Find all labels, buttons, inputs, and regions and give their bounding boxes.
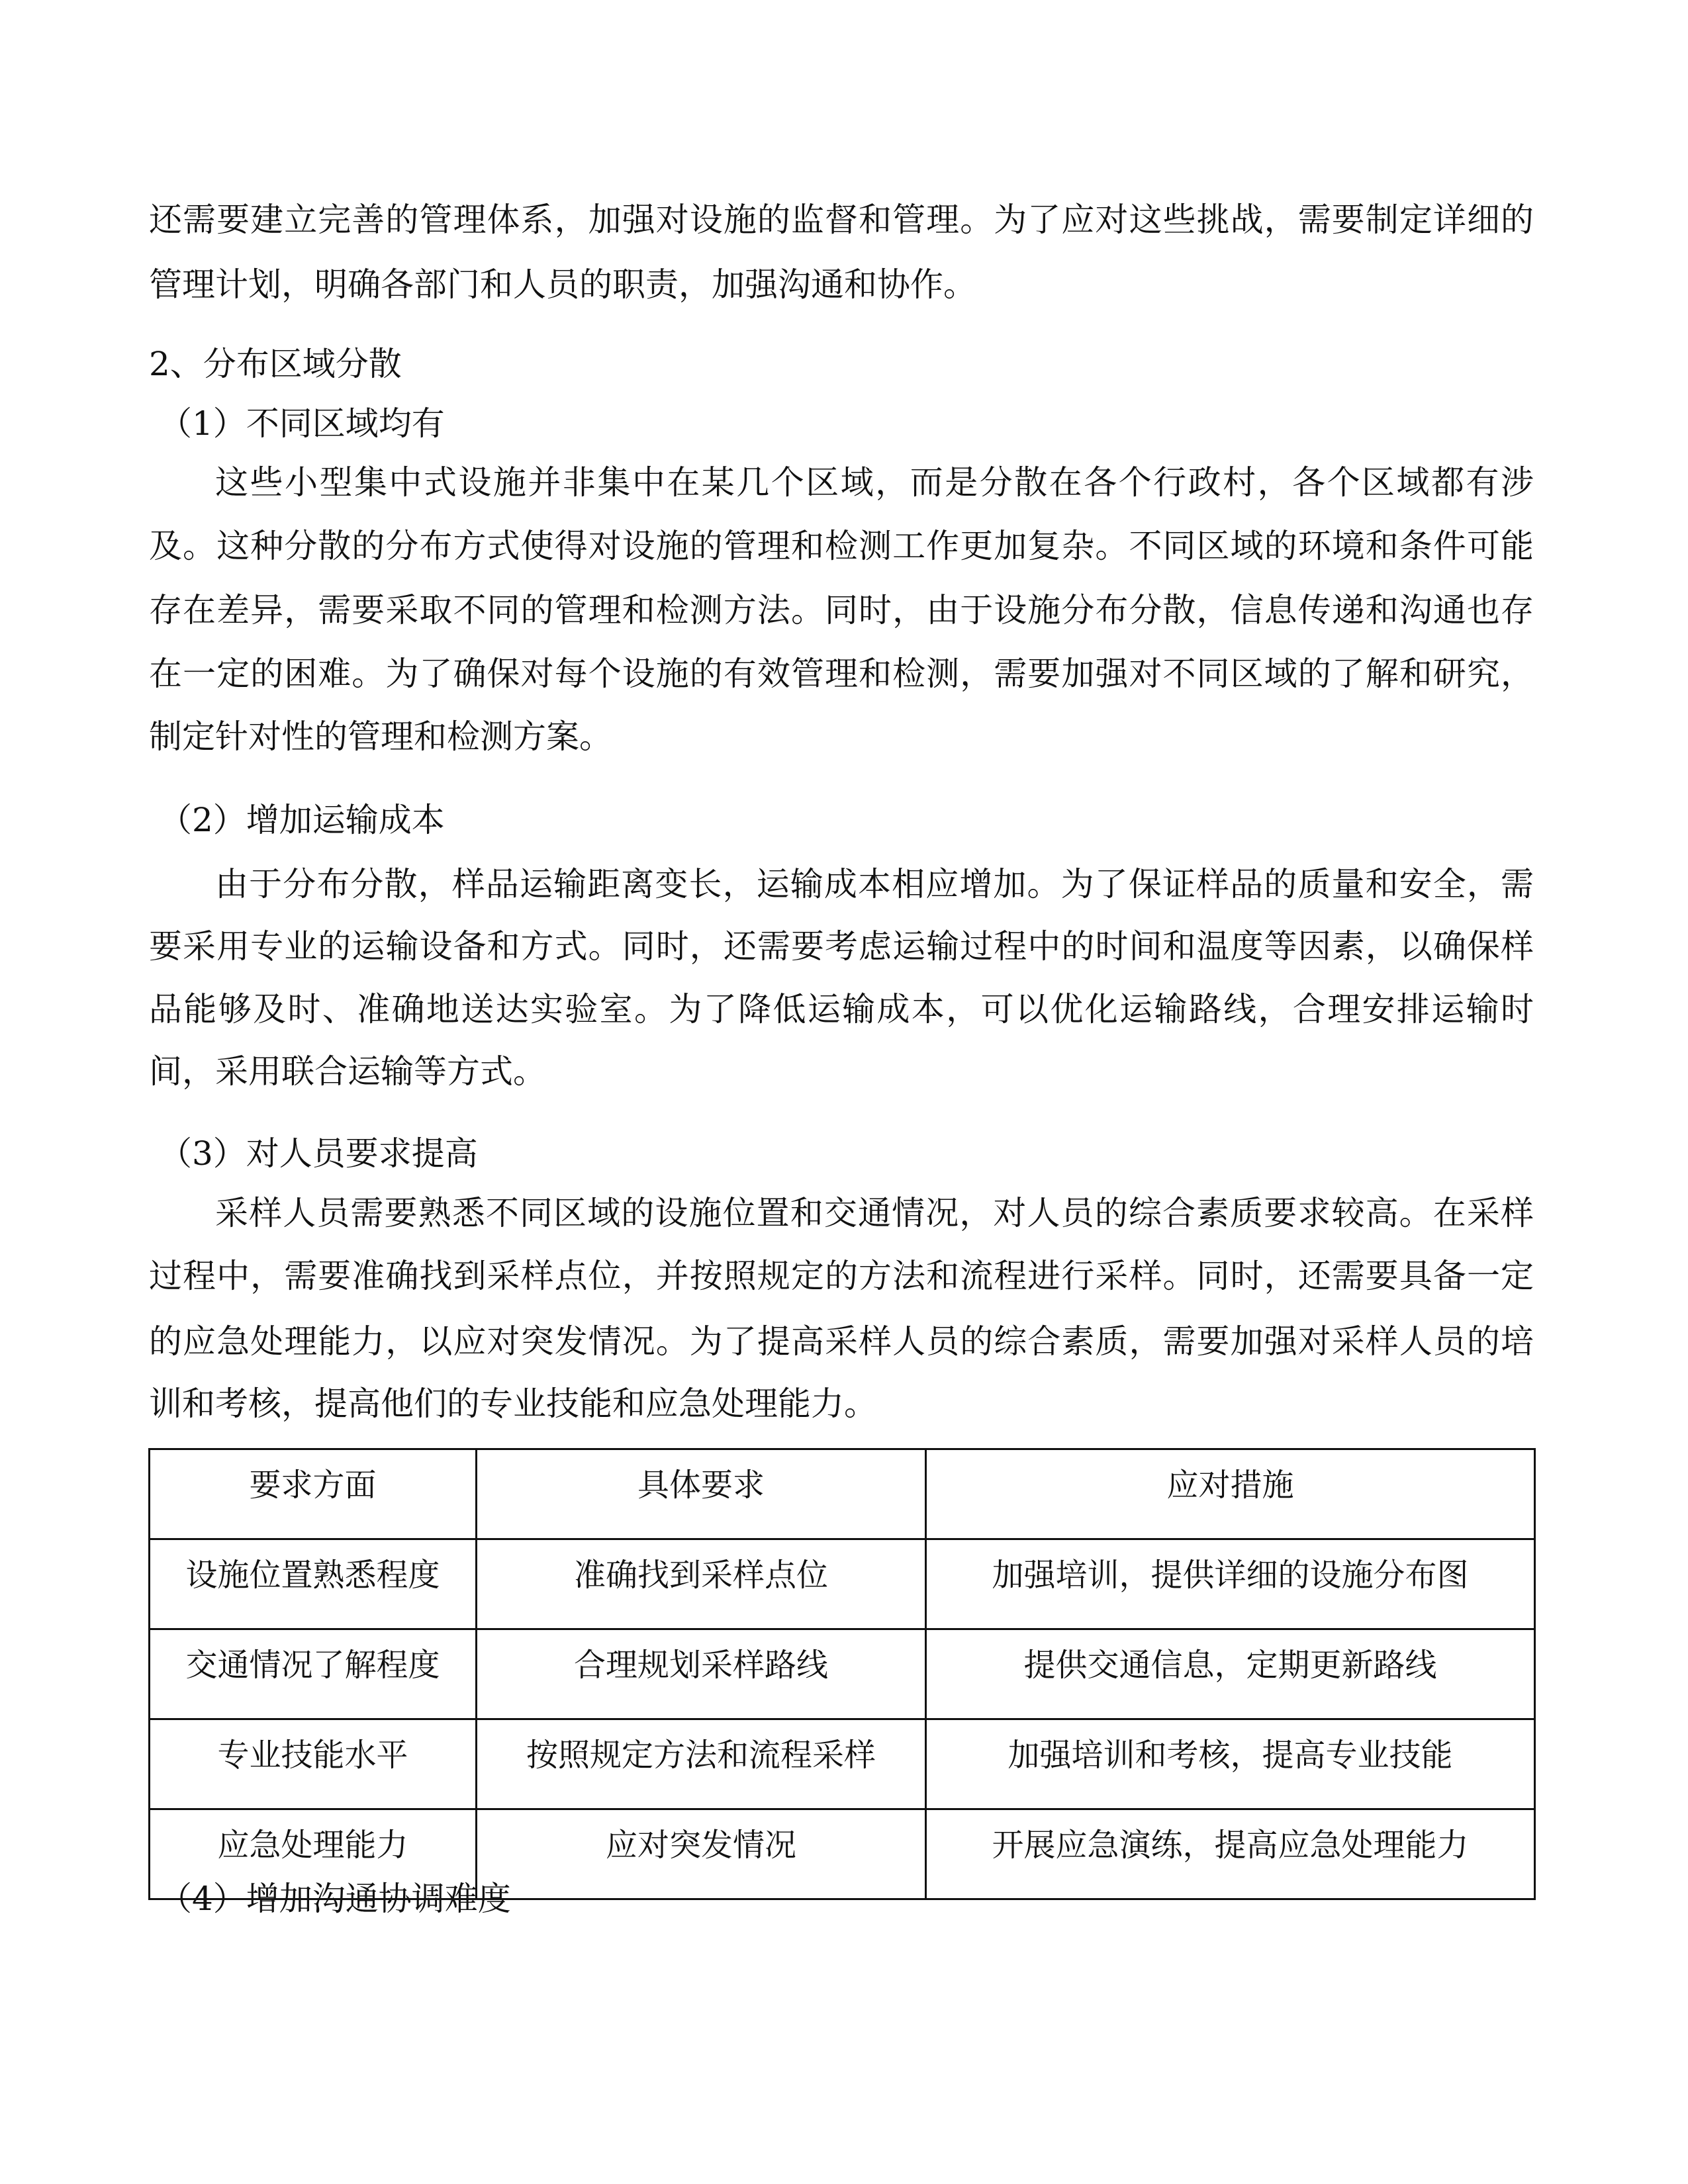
section-heading: 2、分布区域分散: [149, 345, 402, 383]
sub4-heading: （4）增加沟通协调难度: [159, 1880, 511, 1918]
table-cell: 设施位置熟悉程度: [150, 1539, 477, 1629]
table-row: [150, 1629, 1535, 1719]
text-line: 及。这种分散的分布方式使得对设施的管理和检测工作更加复杂。不同区域的环境和条件可能: [149, 527, 1534, 565]
text-line: 要采用专业的运输设备和方式。同时，还需要考虑运输过程中的时间和温度等因素，以确保样: [149, 927, 1534, 966]
text-line: 采样人员需要熟悉不同区域的设施位置和交通情况，对人员的综合素质要求较高。在采样: [215, 1194, 1534, 1232]
text-line: 管理计划，明确各部门和人员的职责，加强沟通和协作。: [149, 265, 976, 304]
text-line: 由于分布分散，样品运输距离变长，运输成本相应增加。为了保证样品的质量和安全，需: [215, 865, 1534, 903]
text-line: 的应急处理能力，以应对突发情况。为了提高采样人员的综合素质，需要加强对采样人员的培: [149, 1322, 1534, 1361]
table-cell: 加强培训和考核，提高专业技能: [926, 1719, 1535, 1809]
text-line: 还需要建立完善的管理体系，加强对设施的监督和管理。为了应对这些挑战，需要制定详细的: [149, 201, 1534, 239]
requirements-table: [148, 1448, 1536, 1900]
table-cell: 按照规定方法和流程采样: [477, 1719, 926, 1809]
table-cell: 提供交通信息，定期更新路线: [926, 1629, 1535, 1719]
text-line: 过程中，需要准确找到采样点位，并按照规定的方法和流程进行采样。同时，还需要具备一定: [149, 1257, 1534, 1295]
text-line: 间，采用联合运输等方式。: [149, 1052, 546, 1091]
text-line: 训和考核，提高他们的专业技能和应急处理能力。: [149, 1385, 877, 1423]
sub3-heading: （3）对人员要求提高: [159, 1134, 478, 1173]
sub2-heading: （2）增加运输成本: [159, 801, 445, 839]
header-cell: 应对措施: [926, 1449, 1535, 1539]
table-cell: 应急处理能力: [150, 1809, 477, 1899]
table-row: [150, 1719, 1535, 1809]
table-cell: 交通情况了解程度: [150, 1629, 477, 1719]
table-row: [150, 1539, 1535, 1629]
text-line: 制定针对性的管理和检测方案。: [149, 717, 612, 756]
table-header-row: [150, 1449, 1535, 1539]
table-cell: 应对突发情况: [477, 1809, 926, 1899]
table-cell: 开展应急演练，提高应急处理能力: [926, 1809, 1535, 1899]
sub1-heading: （1）不同区域均有: [159, 404, 445, 443]
table-cell: 专业技能水平: [150, 1719, 477, 1809]
text-line: 这些小型集中式设施并非集中在某几个区域，而是分散在各个行政村，各个区域都有涉: [215, 463, 1534, 502]
table-cell: 准确找到采样点位: [477, 1539, 926, 1629]
text-line: 存在差异，需要采取不同的管理和检测方法。同时，由于设施分布分散，信息传递和沟通也存: [149, 591, 1534, 629]
header-cell: 具体要求: [477, 1449, 926, 1539]
header-cell: 要求方面: [150, 1449, 477, 1539]
table-cell: 合理规划采样路线: [477, 1629, 926, 1719]
text-line: 在一定的困难。为了确保对每个设施的有效管理和检测，需要加强对不同区域的了解和研究，: [149, 655, 1534, 693]
text-line: 品能够及时、准确地送达实验室。为了降低运输成本，可以优化运输路线，合理安排运输时: [149, 990, 1534, 1028]
table-cell: 加强培训，提供详细的设施分布图: [926, 1539, 1535, 1629]
